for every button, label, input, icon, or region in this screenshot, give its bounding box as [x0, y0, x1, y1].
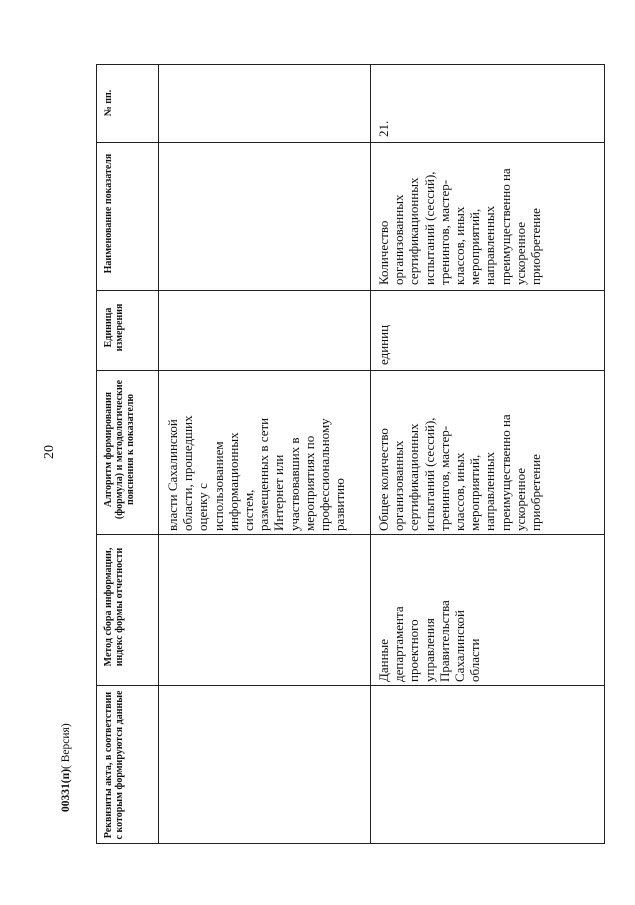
row-21-method-cell: Данные департамента проектного управления Правительства Сахалинской области: [376, 600, 483, 682]
row-21-number: 21.: [376, 120, 391, 137]
header-unit: Единица измерения: [103, 303, 125, 352]
header-requisites: Реквизиты акта, в соответствии с которым формируются данные: [103, 690, 125, 840]
col-divider-method-requisites: [97, 685, 604, 686]
row-21-name-cell: Количество организованных сертификационных испытаний (сессий), тренингов, мастер- классов, иных мероприятий, направленных преимущественно на ускоренное приобретение: [376, 168, 544, 285]
row-divider-20-21: [370, 65, 371, 843]
indicators-table: [96, 64, 605, 844]
col-divider-name-unit: [97, 290, 604, 291]
continuation-algorithm-cell: власти Сахалинской области, прошедших оценку с использованием информационных систем, размещенных в сети Интернет или участвовавших в мероприятиях по профессиональному развитию: [165, 415, 348, 531]
header-num: № пп.: [103, 89, 114, 117]
row-21-unit: единиц: [376, 324, 391, 365]
page-number: 20: [42, 445, 57, 459]
row-21-algorithm-cell: Общее количество организованных сертификационных испытаний (сессий), тренингов, мастер- классов, иных мероприятий, направленных преимущественно на ускоренное приобретение: [376, 414, 544, 531]
header-algorithm: Алгоритм формирования (формула) и методологические пояснения к показателю: [103, 379, 136, 520]
version-label: ( Версия): [60, 723, 72, 769]
header-row-divider: [158, 65, 159, 843]
form-code: 00331(п): [60, 768, 72, 812]
header-name: Наименование показателя: [103, 153, 114, 274]
document-code-footer: [58, 662, 74, 812]
header-method: Метод сбора информации, индекс формы отчетности: [103, 547, 125, 667]
